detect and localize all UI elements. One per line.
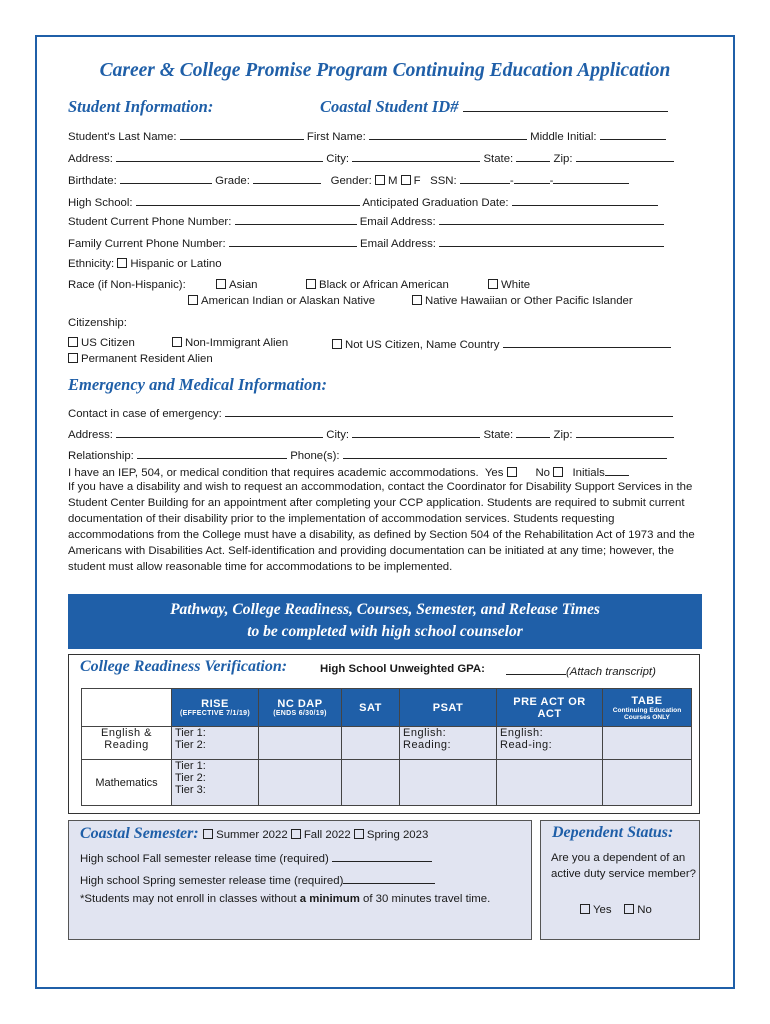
emergency-contact-row: Contact in case of emergency: [68,405,673,421]
readiness-heading: College Readiness Verification: [80,658,288,675]
header-psat: PSAT [400,689,497,727]
birthdate-field[interactable] [120,172,212,184]
pacific-checkbox[interactable] [412,295,422,305]
table-header-row [82,689,692,727]
fall-release-field[interactable] [332,850,432,862]
dependent-no-checkbox[interactable] [624,904,634,914]
last-name-row: Student's Last Name: First Name: Middle Initial: [68,128,666,144]
citizen-permanent: Permanent Resident Alien [68,352,213,366]
family-phone-row: Family Current Phone Number: Email Address: [68,235,664,251]
race-pacific: Native Hawaiian or Other Pacific Islander [412,294,633,308]
city-field[interactable] [352,150,480,162]
emergency-contact-field[interactable] [225,405,673,417]
family-email-field[interactable] [439,235,664,247]
math-tabe-cell[interactable] [603,760,692,806]
english-sat-cell[interactable] [342,727,400,760]
citizen-us: US Citizen [68,336,135,350]
race-white: White [488,278,530,292]
math-rise-cell[interactable]: Tier 1: Tier 2: Tier 3: [172,760,259,806]
math-psat-cell[interactable] [400,760,497,806]
emergency-address-field[interactable] [116,426,323,438]
relationship-field[interactable] [137,447,287,459]
student-phone-row: Student Current Phone Number: Email Address: [68,213,664,229]
dependent-question: Are you a dependent of an active duty service member? [551,852,696,880]
asian-checkbox[interactable] [216,279,226,289]
fall-release-row: High school Fall semester release time (required) [80,850,432,866]
semester-heading-row: Coastal Semester: Summer 2022 Fall 2022 Spring 2023 [80,825,429,842]
citizen-nonimmigrant: Non-Immigrant Alien [172,336,288,350]
relationship-row: Relationship: Phone(s): [68,447,667,463]
phones-field[interactable] [343,447,667,459]
emergency-state-field[interactable] [516,426,550,438]
high-school-field[interactable] [136,194,360,206]
english-act-cell[interactable]: English: Read-ing: [497,727,603,760]
white-checkbox[interactable] [488,279,498,289]
header-tabe: TABE Continuing Education Courses ONLY [603,689,692,727]
table-row [82,760,692,806]
family-phone-field[interactable] [229,235,357,247]
row-english-label: English & Reading [82,727,172,760]
state-field[interactable] [516,150,550,162]
english-psat-cell[interactable]: English: Reading: [400,727,497,760]
ssn-field-2[interactable] [514,172,550,184]
us-citizen-checkbox[interactable] [68,337,78,347]
zip-field[interactable] [576,150,674,162]
emergency-heading: Emergency and Medical Information: [68,375,327,394]
emergency-zip-field[interactable] [576,426,674,438]
dependent-options: Yes No [580,903,652,917]
travel-note: *Students may not enroll in classes without a minimum of 30 minutes travel time. [80,893,491,905]
dependent-heading: Dependent Status: [552,824,674,841]
math-ncdap-cell[interactable] [259,760,342,806]
address-field[interactable] [116,150,323,162]
middle-initial-field[interactable] [600,128,666,140]
native-checkbox[interactable] [188,295,198,305]
race-asian: Asian [216,278,258,292]
ethnicity-row: Ethnicity: Hispanic or Latino [68,258,222,270]
gender-m-checkbox[interactable] [375,175,385,185]
math-act-cell[interactable] [497,760,603,806]
first-name-field[interactable] [369,128,527,140]
dependent-yes-checkbox[interactable] [580,904,590,914]
header-rise: RISE (EFFECTIVE 7/1/19) [172,689,259,727]
row-math-label: Mathematics [82,760,172,806]
birthdate-row: Birthdate: Grade: Gender: M F SSN: - - [68,172,629,188]
ssn-field-1[interactable] [460,172,510,184]
header-ncdap: NC DAP (ENDS 6/30/19) [259,689,342,727]
black-checkbox[interactable] [306,279,316,289]
semester-heading: Coastal Semester: [80,825,199,842]
country-field[interactable] [503,336,671,348]
gpa-field[interactable] [506,663,566,675]
readiness-table [81,688,692,806]
form-title: Career & College Promise Program Continuing Education Application [99,60,671,81]
counselor-banner [68,594,702,649]
iep-no-checkbox[interactable] [553,467,563,477]
header-act: PRE ACT OR ACT [497,689,603,727]
disability-paragraph: If you have a disability and wish to request an accommodation, contact the Coordinator for Disability Support Services in the Student Center Building for an appointment after completing your CCP application. Students are required to submit current documentation of their disability prior to the implementation of accommodation services. Students requesting accommodations from the College must have a disability, as defined by Section 504 of the Rehabilitation Act of 1973 and the Americans with Disabilities Act. Self-identification and providing documentation can be initiated at any time; however, the student must allow reasonable time for accommodations to be implemented. [68,481,695,573]
not-us-checkbox[interactable] [332,339,342,349]
ssn-field-3[interactable] [553,172,629,184]
iep-yes-checkbox[interactable] [507,467,517,477]
header-sat: SAT [342,689,400,727]
coastal-id-field[interactable] [463,100,668,112]
coastal-id-label: Coastal Student ID# [320,97,668,117]
english-tabe-cell[interactable] [603,727,692,760]
race-native: American Indian or Alaskan Native [188,294,375,308]
emergency-address-row: Address: City: State: Zip: [68,426,674,442]
summer-checkbox[interactable] [203,829,213,839]
address-row: Address: City: State: Zip: [68,150,674,166]
math-sat-cell[interactable] [342,760,400,806]
header-blank-cell [82,689,172,727]
permanent-checkbox[interactable] [68,353,78,363]
table-row [82,727,692,760]
grade-field[interactable] [253,172,321,184]
race-black: Black or African American [306,278,449,292]
grad-date-field[interactable] [512,194,658,206]
last-name-field[interactable] [180,128,304,140]
initials-field[interactable] [605,464,629,476]
high-school-row: High School: Anticipated Graduation Date: [68,194,658,210]
gpa-label: High School Unweighted GPA: [320,663,485,675]
race-label: Race (if Non-Hispanic): [68,279,186,291]
fall-checkbox[interactable] [291,829,301,839]
gender-f-checkbox[interactable] [401,175,411,185]
english-rise-cell[interactable]: Tier 1: Tier 2: [172,727,259,760]
student-email-field[interactable] [439,213,664,225]
iep-row: I have an IEP, 504, or medical condition that requires academic accommodations. Yes No Initials [68,464,629,480]
banner-line-1: Pathway, College Readiness, Courses, Semester, and Release Times [170,601,600,618]
student-info-heading: Student Information: [68,97,214,116]
hispanic-checkbox[interactable] [117,258,127,268]
student-phone-field[interactable] [235,213,357,225]
citizen-not-us: Not US Citizen, Name Country [332,336,671,352]
gpa-row: (Attach transcript) [506,663,656,678]
citizenship-label: Citizenship: [68,317,127,329]
emergency-city-field[interactable] [352,426,480,438]
english-ncdap-cell[interactable] [259,727,342,760]
banner-line-2: to be completed with high school counselor [247,623,523,640]
spring-release-row: High school Spring semester release time (required) [80,872,435,888]
non-immigrant-checkbox[interactable] [172,337,182,347]
spring-release-field[interactable] [343,872,435,884]
spring-checkbox[interactable] [354,829,364,839]
